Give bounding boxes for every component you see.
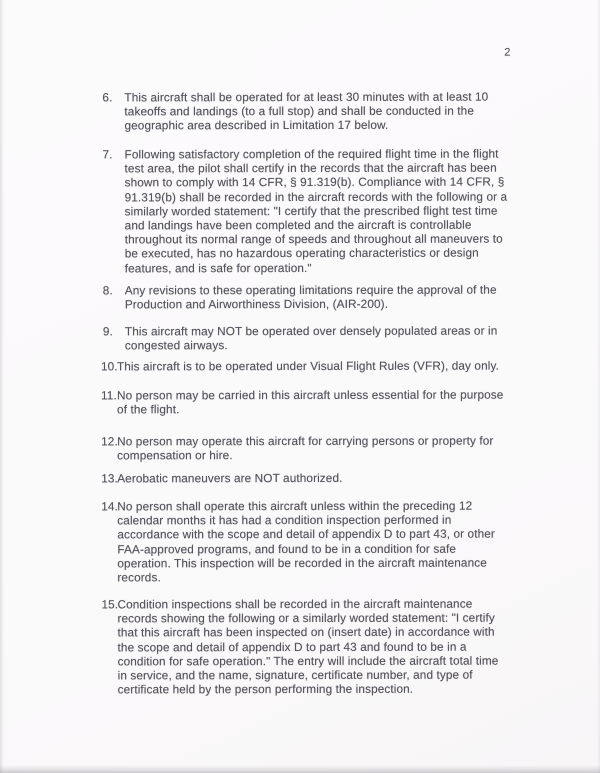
item-number: 6. xyxy=(102,90,113,105)
limitation-item-7 xyxy=(100,146,560,275)
item-number: 9. xyxy=(102,324,113,339)
item-text: Condition inspections shall be recorded in the aircraft maintenance records showing the following or a similarly worded statement: "I certify that this aircraft has been inspected on (insert date) in accordance with the scope and detail of appendix D to part 43 and found to be in a condition for safe operation." The entry will include the aircraft total time in service, and the name, signature, certificate number, and type of certificate held by the person performing the inspection. xyxy=(117,596,499,697)
limitation-item-8 xyxy=(101,282,561,312)
item-number: 11. xyxy=(101,388,117,403)
item-number: 14. xyxy=(101,499,118,514)
item-text: Aerobatic maneuvers are NOT authorized. xyxy=(117,470,343,486)
page-number: 2 xyxy=(504,46,511,59)
item-number: 8. xyxy=(102,283,113,298)
limitation-item-11 xyxy=(101,387,561,417)
item-text: This aircraft shall be operated for at least 30 minutes with at least 10 takeoffs and landings (to a full stop) and shall be conducted in the geographic area described in Limitation 17 below. xyxy=(124,89,489,133)
item-number: 13. xyxy=(101,471,118,486)
item-number: 7. xyxy=(102,147,113,162)
limitation-item-15 xyxy=(101,596,561,697)
limitation-item-12 xyxy=(101,433,561,463)
item-text: No person shall operate this aircraft unless within the preceding 12 calendar months it has had a condition inspection performed in accordance with the scope and detail of appendix D to part 43, or other FAA-approved programs, and found to be in a condition for safe operation. This inspection will be recorded in the aircraft maintenance records. xyxy=(117,498,495,585)
limitation-item-9 xyxy=(101,323,561,353)
limitation-item-14 xyxy=(101,498,561,585)
limitation-item-6 xyxy=(100,89,560,133)
item-text: Following satisfactory completion of the required flight time in the flight test area, the pilot shall certify in the records that the aircraft has been shown to comply with 14 CFR, § 91.319(b). Compliance with 14 CFR, § 91.319(b) shall be recorded in the aircraft records with the following or a similarly worded statement: "I certify that the prescribed flight test time and landings have been completed and the aircraft is controllable throughout its normal range of speeds and throughout all maneuvers to be executed, has no hazardous operating characteristics or design features, and is safe for operation." xyxy=(124,146,508,275)
item-text: This aircraft is to be operated under Visual Flight Rules (VFR), day only. xyxy=(116,358,499,374)
limitation-item-10 xyxy=(100,358,561,374)
item-text: No person may operate this aircraft for carrying persons or property for compensation or hire. xyxy=(117,433,494,463)
item-number: 15. xyxy=(101,597,119,612)
item-text: No person may be carried in this aircraft unless essential for the purpose of the flight. xyxy=(117,387,504,417)
limitation-item-13 xyxy=(101,470,561,486)
item-text: This aircraft may NOT be operated over densely populated areas or in congested airways. xyxy=(124,323,498,353)
item-number: 12. xyxy=(101,434,118,449)
item-text: Any revisions to these operating limitations require the approval of the Production and Airworthiness Division, (AIR-200). xyxy=(124,282,497,312)
item-number: 10. xyxy=(100,359,118,374)
